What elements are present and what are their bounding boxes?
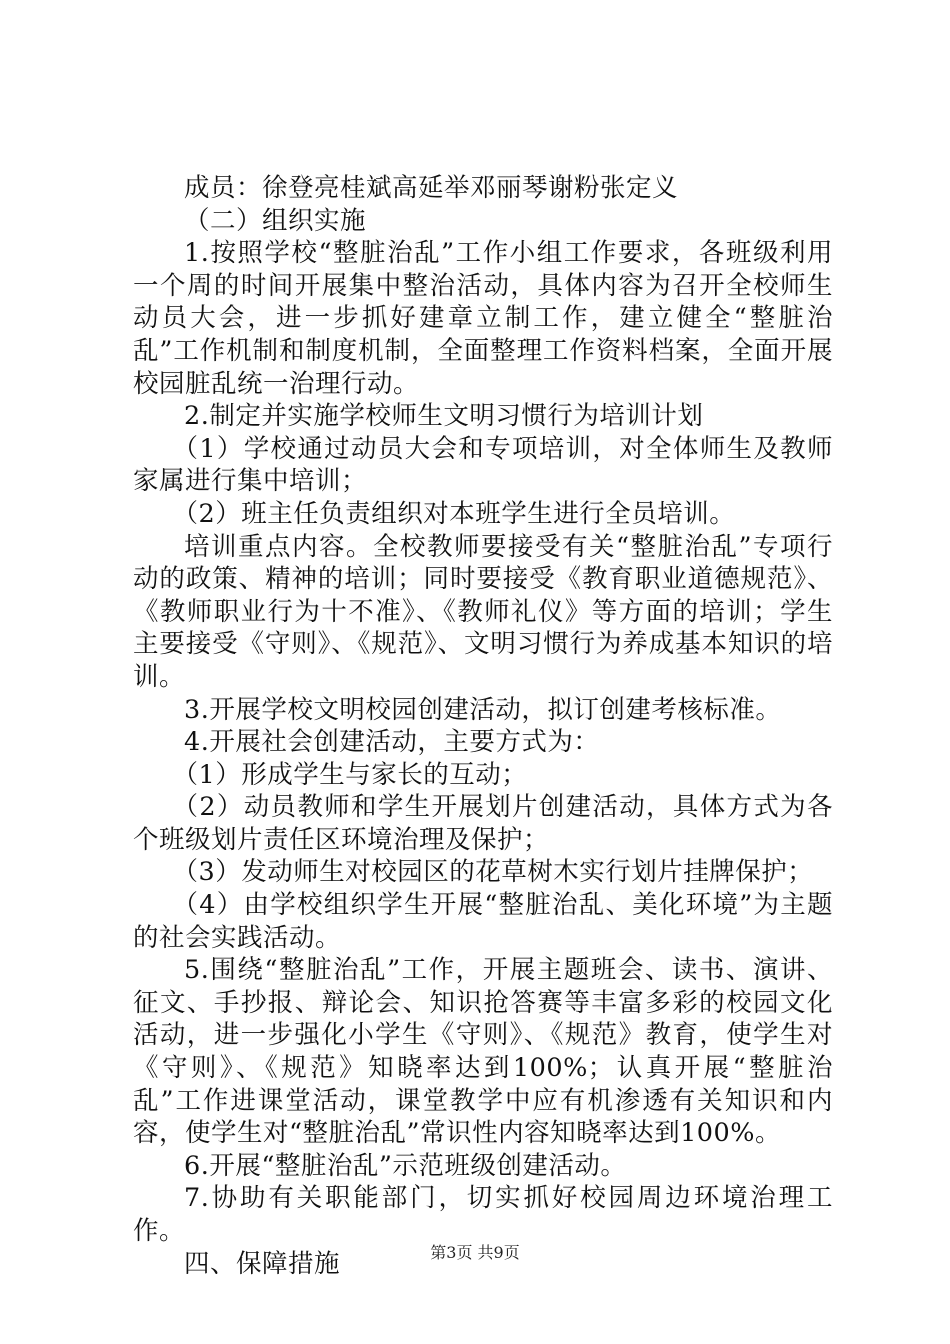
page-number-footer: 第3页 共9页 xyxy=(430,1243,520,1262)
item-3-paragraph: 3.开展学校文明校园创建活动，拟订创建考核标准。 xyxy=(184,694,782,725)
item-4-paragraph: 4.开展社会创建活动，主要方式为： xyxy=(184,727,600,758)
section-heading-organization: （二）组织实施 xyxy=(184,205,367,236)
item-5-paragraph: 5.围绕“整脏治乱”工作，开展主题班会、读书、演讲、征文、手抄报、辩论会、知识抢答赛等丰富多彩的校园文化活动，进一步强化小学生《守则》、《规范》教育，使学生对《守则》、《规范》知晓率达到100%；认真开展“整脏治乱”工作进课堂活动，课堂教学中应有机渗透有关知识和内容，使学生对“整脏治乱”常识性内容知晓率达到100%。 xyxy=(133,955,833,1149)
item-7-paragraph: 7.协助有关职能部门，切实抓好校园周边环境治理工作。 xyxy=(133,1183,833,1246)
item-2-sub-2: （2）班主任负责组织对本班学生进行全员培训。 xyxy=(172,498,736,529)
training-content-paragraph: 培训重点内容。全校教师要接受有关“整脏治乱”专项行动的政策、精神的培训；同时要接受《教育职业道德规范》、《教师职业行为十不准》、《教师礼仪》等方面的培训；学生主要接受《守则》、《规范》、文明习惯行为养成基本知识的培训。 xyxy=(133,531,833,692)
item-4-sub-1: （1）形成学生与家长的互动； xyxy=(172,759,528,790)
item-1-paragraph: 1.按照学校“整脏治乱”工作小组工作要求，各班级利用一个周的时间开展集中整治活动，具体内容为召开全校师生动员大会，进一步抓好建章立制工作，建立健全“整脏治乱”工作机制和制度机制，全面整理工作资料档案，全面开展校园脏乱统一治理行动。 xyxy=(133,238,833,399)
item-6-paragraph: 6.开展“整脏治乱”示范班级创建活动。 xyxy=(184,1150,627,1181)
members-line: 成员：徐登亮桂斌高延举邓丽琴谢粉张定义 xyxy=(184,173,679,203)
item-2-paragraph: 2.制定并实施学校师生文明习惯行为培训计划 xyxy=(184,401,704,432)
item-2-sub-1: （1）学校通过动员大会和专项培训，对全体师生及教师家属进行集中培训； xyxy=(133,433,833,497)
item-4-sub-3: （3）发动师生对校园区的花草树木实行划片挂牌保护； xyxy=(172,857,814,888)
section-heading-safeguards: 四、保障措施 xyxy=(184,1248,341,1279)
document-body xyxy=(133,172,833,1280)
item-4-sub-2: （2）动员教师和学生开展划片创建活动，具体方式为各个班级划片责任区环境治理及保护； xyxy=(133,792,833,855)
item-4-sub-4: （4）由学校组织学生开展“整脏治乱、美化环境”为主题的社会实践活动。 xyxy=(133,890,833,953)
